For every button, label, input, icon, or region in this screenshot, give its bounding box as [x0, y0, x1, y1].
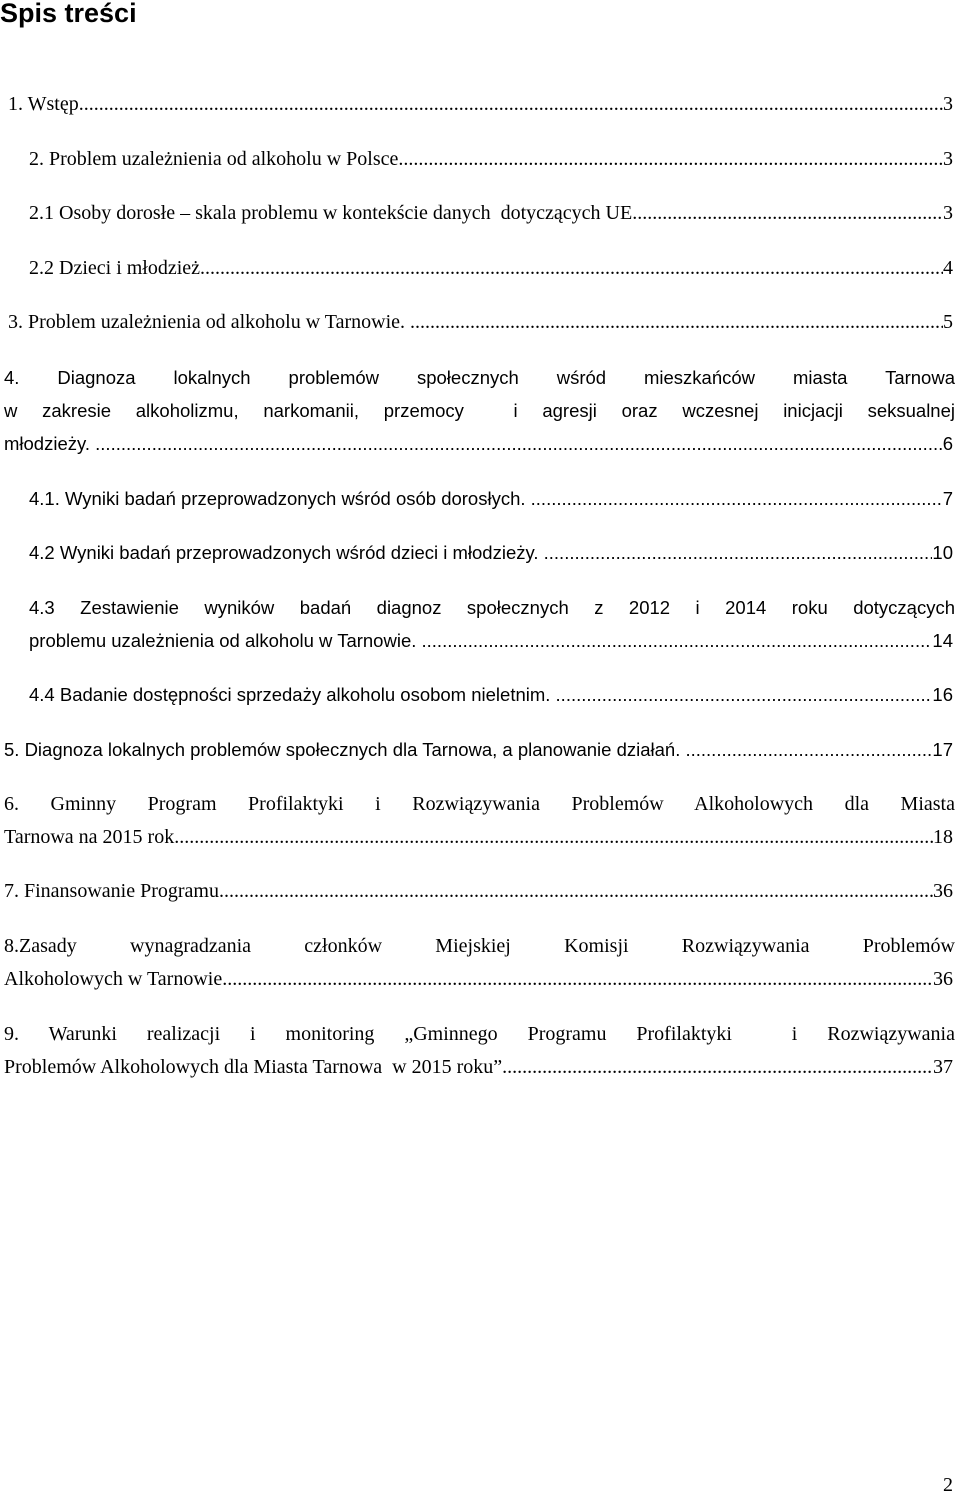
- toc-entry-4-2[interactable]: [29, 539, 953, 567]
- toc-entry-text: 2.1 Osoby dorosłe – skala problemu w kontekście danych dotyczących UE: [29, 202, 633, 224]
- toc-entry-text: 4.1. Wyniki badań przeprowadzonych wśród osób dorosłych.: [29, 488, 531, 509]
- toc-entry-text: 2.2 Dzieci i młodzież: [29, 257, 201, 279]
- toc-entry-text: 2. Problem uzależnienia od alkoholu w Polsce: [29, 148, 399, 170]
- toc-entry-page: 17: [932, 739, 953, 760]
- toc-entry-text: młodzieży.: [4, 433, 96, 454]
- toc-entry-text: 4.4 Badanie dostępności sprzedaży alkoholu osobom nieletnim.: [29, 684, 556, 705]
- page-number: 2: [943, 1474, 953, 1496]
- toc-entry-text: problemu uzależnienia od alkoholu w Tarnowie.: [29, 630, 422, 651]
- toc-entry-3[interactable]: [8, 308, 953, 336]
- leader-dots: [685, 736, 932, 764]
- leader-dots: [398, 145, 943, 173]
- leader-dots: [222, 965, 933, 993]
- toc-entry-9[interactable]: [4, 1053, 953, 1081]
- leader-dots: [502, 1053, 933, 1081]
- leader-dots: [200, 254, 943, 282]
- toc-entry-page: 4: [943, 257, 953, 279]
- toc-entry-text: Alkoholowych w Tarnowie: [4, 968, 223, 990]
- toc-entry-page: 18: [933, 826, 953, 848]
- leader-dots: [556, 681, 933, 709]
- leader-dots: [95, 430, 943, 458]
- toc-entry-text: 4.3 Zestawienie wyników badań diagnoz społecznych z 2012 i 2014 roku dotyczących: [29, 597, 955, 618]
- toc-entry-page: 36: [933, 968, 953, 990]
- toc-entry-page: 14: [932, 630, 953, 651]
- toc-entry-page: 6: [942, 433, 953, 454]
- toc-entry-2-1[interactable]: [29, 199, 953, 227]
- toc-entry-text: 3. Problem uzależnienia od alkoholu w Tarnowie.: [8, 311, 411, 333]
- toc-entry-text: Tarnowa na 2015 rok.: [4, 826, 180, 848]
- toc-entry-4-4[interactable]: [29, 681, 953, 709]
- toc-entry-4-3-line1[interactable]: [29, 594, 955, 622]
- leader-dots: [531, 485, 943, 513]
- leader-dots: [544, 539, 933, 567]
- leader-dots: [219, 877, 933, 905]
- leader-dots: [410, 308, 943, 336]
- toc-entry-page: 37: [933, 1056, 953, 1078]
- toc-entry-8[interactable]: [4, 965, 953, 993]
- toc-entry-text: 4.2 Wyniki badań przeprowadzonych wśród dzieci i młodzieży.: [29, 542, 544, 563]
- toc-entry-text: 5. Diagnoza lokalnych problemów społecznych dla Tarnowa, a planowanie działań.: [4, 739, 686, 760]
- toc-entry-page: 7: [942, 488, 953, 509]
- toc-entry-4-line2[interactable]: [4, 397, 955, 425]
- toc-entry-9-line1[interactable]: [4, 1020, 955, 1048]
- toc-entry-4-line1[interactable]: [4, 364, 955, 392]
- leader-dots: [79, 90, 943, 118]
- toc-entry-page: 5: [943, 311, 953, 333]
- leader-dots: [422, 627, 933, 655]
- toc-heading: Spis treści: [0, 0, 137, 28]
- toc-entry-text: Problemów Alkoholowych dla Miasta Tarnowa w 2015 roku”: [4, 1056, 503, 1078]
- leader-dots: [179, 823, 933, 851]
- toc-entry-text: 9. Warunki realizacji i monitoring „Gminnego Programu Profilaktyki i Rozwiązywania: [4, 1023, 955, 1045]
- toc-entry-page: 3: [943, 93, 953, 115]
- toc-entry-6[interactable]: [4, 823, 953, 851]
- toc-entry-1[interactable]: [8, 90, 953, 118]
- toc-entry-text: w zakresie alkoholizmu, narkomanii, przemocy i agresji oraz wczesnej inicjacji seksualnej: [4, 400, 955, 421]
- toc-entry-7[interactable]: [4, 877, 953, 905]
- toc-entry-2-2[interactable]: [29, 254, 953, 282]
- toc-entry-text: 6. Gminny Program Profilaktyki i Rozwiązywania Problemów Alkoholowych dla Miasta: [4, 793, 955, 815]
- toc-entry-text: 4. Diagnoza lokalnych problemów społecznych wśród mieszkańców miasta Tarnowa: [4, 367, 955, 388]
- toc-entry-text: 1. Wstęp: [8, 93, 79, 115]
- toc-entry-page: 10: [932, 542, 953, 563]
- toc-entry-4[interactable]: [4, 430, 953, 458]
- toc-entry-page: 16: [932, 684, 953, 705]
- toc-entry-page: 3: [943, 202, 953, 224]
- toc-entry-2[interactable]: [29, 145, 953, 173]
- toc-entry-page: 36: [933, 880, 953, 902]
- toc-entry-text: 8.Zasady wynagradzania członków Miejskiej Komisji Rozwiązywania Problemów: [4, 935, 955, 957]
- toc-entry-5[interactable]: [4, 736, 953, 764]
- toc-entry-page: 3: [943, 148, 953, 170]
- toc-entry-text: 7. Finansowanie Programu: [4, 880, 219, 902]
- leader-dots: [632, 199, 943, 227]
- toc-entry-8-line1[interactable]: [4, 932, 955, 960]
- toc-entry-4-1[interactable]: [29, 485, 953, 513]
- toc-entry-6-line1[interactable]: [4, 790, 955, 818]
- toc-entry-4-3[interactable]: [29, 627, 953, 655]
